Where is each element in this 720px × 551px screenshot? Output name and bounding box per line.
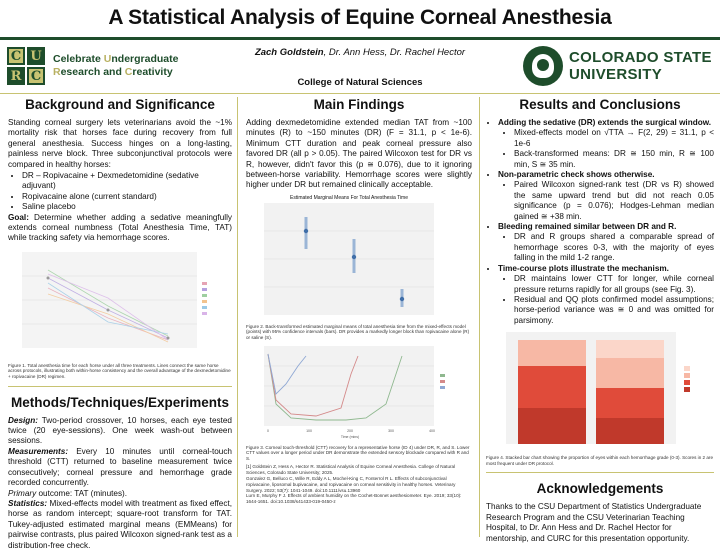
methods-heading: Methods/Techniques/Experiments [10,394,230,410]
csu-line2: UNIVERSITY [569,66,663,83]
column-left [8,97,232,551]
figure-2-caption: Figure 2. Back-transformed estimated marginal means of total anesthesia time from the mixed-effects model (points) with 95% confidence intervals (bars). DR provides a markedly longer block than ropivacaine alone (R) or saline (S). [246,323,470,341]
result-item: • Time-course plots illustrate the mechanism. • DR maintains lower CTT for longer, while corneal pressure returns rapidly for all groups (see Fig. 3). • Residual and QQ plots confirmed model assumptions; horse-period variance was ≅ 0 and was omitted for parsimony. [498,264,714,326]
figure-3-caption: Figure 3. Corneal touch-threshold (CTT) recovery for a representative horse (ID 4) under DR, R, and S. Lower CTT values over a longer period under DR demonstrate the extended sensory blockade compared with R and S. [246,444,470,461]
methods-primary: Primary outcome: TAT (minutes). [8,488,128,498]
list-item: • Ropivacaine alone (current standard) [22,192,232,202]
header-rule [0,37,720,40]
findings-heading: Main Findings [313,97,405,112]
methods-design: Design: Two-period crossover, 10 horses, each eye tested twice (20 eye-sessions). One week wash-out between sessions. [8,415,232,446]
reference-item: Gonzalez G, Belluco C, Wille R, Eddy A L, Mochel-King C, Fonterrol R L. Effects of subconjunctival ropivacaine, liposomal bupivacaine, and ropivacaine on corneal sensitivity in healthy horses. Veterinary Surgery. 2022; 53(7): 1041-1049. doi:10.1111/vsu.13960 [246,476,456,493]
findings-text: Adding dexmedetomidine extended median TAT from ~100 minutes (R) to ~150 minutes (DR) (F = 31.1, p < 1e-6). Minimum CTT duration and peak corneal pressure also favored DR (all p > 0.05). The paired Wilcoxon test for DR vs R, however, didn't favor this (p ≅ 0.076), due to it ignoring between-horse variability. Hemorrhage scores were slightly higher under DR but remained clinically acceptable. [246,118,472,190]
result-item: • Bleeding remained similar between DR and R. • DR and R groups shared a comparable spread of hemorrhage scores 0-3, with the majority of eyes falling in the mild 1-2 range. [498,222,714,264]
results-heading: Results and Conclusions [519,97,681,112]
results-list [486,118,714,326]
lead-author: Zach Goldstein [254,47,324,58]
curc-logo [7,44,245,88]
poster-title: A Statistical Analysis of Equine Corneal Anesthesia [108,6,612,29]
result-sub-item: • DR and R groups shared a comparable spread of hemorrhage scores 0-3, with the majority of eyes falling in the mild 1-2 range. [514,232,714,263]
curc-letter: U [27,47,45,65]
curc-wordmark: Celebrate Undergraduate Research and Creativity [53,53,179,78]
x-tick-label: 400 [429,428,435,433]
goal-paragraph: Goal: Determine whether adding a sedative meaningfully extends corneal numbness (Total Anesthesia Time, TAT) while tracking safety via hemorrhage scores. [8,212,232,243]
college-name: College of Natural Sciences [297,77,423,88]
column-divider [479,97,480,537]
section-divider [486,472,714,473]
x-axis-label: Time (mins) [340,434,360,439]
protocol-list [12,171,232,213]
x-tick-label: 300 [388,428,394,433]
result-sub-item: • DR maintains lower CTT for longer, while corneal pressure returns rapidly for all groups (see Fig. 3). [514,274,714,295]
curc-letter: C [7,47,25,65]
acknowledgements-text: Thanks to the CSU Department of Statistics Undergraduate Research Program and the CSU Veterinarian Teaching Hospital, to Dr. Ann Hess and Dr. Rachel Hector for mentorship, and CURC for this presentation opportunity. [486,502,702,543]
x-tick-label: 100 [306,428,312,433]
result-sub-item: • Paired Wilcoxon signed-rank test (DR vs R) showed the same upward trend but did not reach 0.05 significance (p = 0.076); Hodges-Lehman median gained ≅ +38 min. [514,180,714,222]
header-rule-bottom [0,93,720,94]
acknowledgements-heading: Acknowledgements [536,481,664,497]
figure-3-legend [440,374,445,389]
reference-item: Lurn E, Murphy F J. Effects of ambient humidity on the Cochet-Bonnet aesthesiometer. Eye. 2019; 33(10): 1644-1651. doi:10.1038/s41433-019-0450-z [246,493,462,505]
column-divider [237,97,238,537]
curc-letter: R [7,67,25,85]
result-item: • Non-parametric check shows otherwise. • Paired Wilcoxon signed-rank test (DR vs R) showed the same upward trend but did not reach 0.05 significance (p = 0.076); Hodges-Lehman median gained ≅ +38 min. [498,170,714,222]
csu-line1: COLORADO STATE [569,49,712,66]
result-sub-item: • Mixed-effects model on √TTA → F(2, 29) = 31.1, p < 1e-6 [514,128,714,149]
column-middle [246,97,472,505]
figure-1-plot [8,248,232,358]
methods-statistics: Statistics: Mixed-effects model with treatment as fixed effect, horse as random intercept; square-root transform for TAT. Tukey-adjusted estimated marginal means (EMMeans) for pairwise contrasts, plus paired Wilcoxon signed-rank test as a distribution-free check. [8,498,232,550]
references [246,464,472,505]
methods-measurements: Measurements: Every 10 minutes until corneal-touch threshold (CTT) returned to baseline measurement twice consecutively; corneal pressure and hemorrhage grade recorded concurrently. [8,446,232,488]
figure-2-title: Estimated Marginal Means For Total Anesthesia Time [289,194,409,201]
section-divider [8,386,232,387]
background-heading: Background and Significance [25,97,215,112]
figure-1-caption: Figure 1. Total anesthesia time for each horse under all three treatments. Lines connect the same horse across protocols, illustrating both within-horse consistency and the overall advantage of the dexmedetomidine + ropivacaine (DR) regimen. [8,362,231,380]
result-item: • Adding the sedative (DR) extends the surgical window. • Mixed-effects model on √TTA → F(2, 29) = 31.1, p < 1e-6 • Back-transformed means: DR ≅ 150 min, R ≅ 100 min, S ≅ 35 min. [498,118,714,170]
result-sub-item: • Residual and QQ plots confirmed model assumptions; horse-period variance was ≅ 0 and was omitted for parsimony. [514,295,714,326]
x-tick-label: 0 [267,428,269,433]
figure-4-caption: Figure 4. Stacked bar chart showing the proportion of eyes within each hemorrhage grade (0-3). Scores in 2 are most frequent under DR protocol. [486,455,714,466]
column-right [486,97,714,544]
list-item: • Saline placebo [22,202,232,212]
curc-letter: C [27,67,45,85]
reference-item: [1] Goldstein Z, Hess A, Hector R. Statistical Analysis of Equine Corneal Anesthesia. College of Natural Sciences, Colorado State University; 2025. [246,464,456,476]
author-list [250,47,470,58]
figure-4-plot [486,330,714,450]
figure-1-legend [202,282,207,315]
figure-3-plot [246,344,472,440]
x-tick-label: 200 [347,428,353,433]
result-sub-item: • Back-transformed means: DR ≅ 150 min, R ≅ 100 min, S ≅ 35 min. [514,149,714,170]
figure-2-plot [246,201,472,319]
csu-ram-emblem [523,46,563,86]
list-item: • DR – Ropivacaine + Dexmedetomidine (sedative adjuvant) [22,171,232,192]
csu-logo [523,44,713,88]
background-intro: Standing corneal surgery lets veterinarians avoid the ~1% mortality risk that horses face during recovery from full general anesthesia. Success hinges on a long-lasting, painless nerve block. Three subconjunctival protocols were compared in healthy horses: [8,118,232,169]
figure-4-legend [684,366,690,392]
coauthors: , Dr. Ann Hess, Dr. Rachel Hector [323,47,466,58]
